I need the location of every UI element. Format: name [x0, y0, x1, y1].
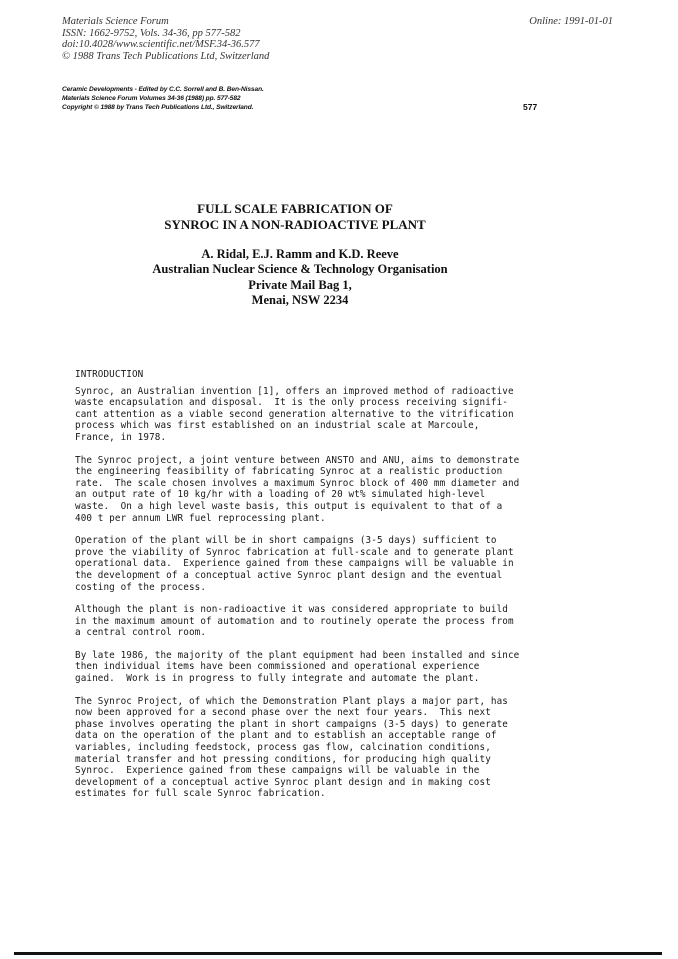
journal-header — [62, 16, 269, 62]
paragraph-line: gained. Work is in progress to fully integrate and automate the plant. — [75, 673, 480, 685]
paragraph-line: The Synroc project, a joint venture between ANSTO and ANU, aims to demonstrate — [75, 454, 520, 466]
paragraph — [75, 604, 635, 639]
credit-line: Materials Science Forum Volumes 34-36 (1988) pp. 577-582 — [62, 95, 241, 102]
journal-name: Materials Science Forum — [62, 16, 169, 27]
journal-copyright: © 1988 Trans Tech Publications Ltd, Switzerland — [62, 50, 270, 62]
paragraph-line: Although the plant is non-radioactive it was considered appropriate to build — [75, 604, 508, 616]
author-affiliation: Australian Nuclear Science & Technology Organisation — [152, 262, 448, 277]
paragraph-line: process which was first established on an industrial scale at Marcoule, — [75, 420, 480, 432]
paragraph-line: waste encapsulation and disposal. It is the only process receiving signifi- — [75, 397, 508, 409]
author-block — [0, 247, 600, 308]
paragraph-line: variables, including feedstock, process gas flow, calcination conditions, — [75, 742, 491, 754]
paragraph-line: costing of the process. — [75, 581, 207, 593]
title-line: SYNROC IN A NON-RADIOACTIVE PLANT — [164, 216, 426, 232]
bottom-rule — [14, 952, 662, 955]
paragraph-line: operational data. Experience gained from these campaigns will be valuable in — [75, 558, 514, 570]
paragraph — [75, 455, 635, 525]
paragraph-line: By late 1986, the majority of the plant equipment had been installed and since — [75, 649, 520, 661]
paragraph-line: Operation of the plant will be in short campaigns (3-5 days) sufficient to — [75, 535, 497, 547]
paragraph-line: cant attention as a viable second generation alternative to the vitrification — [75, 408, 514, 420]
paragraph-line: then individual items have been commissioned and operational experience — [75, 661, 480, 673]
paragraph-line: the development of a conceptual active Synroc plant design and the eventual — [75, 569, 503, 581]
paragraph — [75, 535, 635, 593]
paragraph-line: material transfer and hot pressing conditions, for producing high quality — [75, 753, 491, 765]
page-number: 577 — [523, 102, 538, 112]
paragraph-line: Synroc. Experience gained from these campaigns will be valuable in the — [75, 765, 480, 777]
volume-credit — [62, 85, 264, 112]
section-heading: INTRODUCTION — [75, 369, 144, 380]
paragraph — [75, 386, 635, 444]
credit-line: Ceramic Developments - Edited by C.C. Sorrell and B. Ben-Nissan. — [62, 86, 264, 93]
paper-body — [75, 369, 635, 811]
paper-title — [0, 201, 590, 232]
paragraph — [75, 650, 635, 685]
paragraph-line: 400 t per annum LWR fuel reprocessing plant. — [75, 512, 326, 524]
paragraph-line: Synroc, an Australian invention [1], offers an improved method of radioactive — [75, 385, 514, 397]
credit-line: Copyright © 1988 by Trans Tech Publications Ltd., Switzerland. — [62, 104, 254, 111]
paragraph-line: data on the operation of the plant and to establish an acceptable range of — [75, 730, 497, 742]
paragraph-line: development of a conceptual active Synroc plant design and in making cost — [75, 776, 491, 788]
paragraph-line: the engineering feasibility of fabricating Synroc at a realistic production — [75, 466, 503, 478]
journal-doi: doi:10.4028/www.scientific.net/MSF.34-36.577 — [62, 39, 260, 51]
paragraph-line: a central control room. — [75, 627, 207, 639]
title-line: FULL SCALE FABRICATION OF — [197, 201, 393, 216]
paragraph-line: estimates for full scale Synroc fabrication. — [75, 788, 326, 800]
paragraph — [75, 696, 635, 800]
paragraph-line: in the maximum amount of automation and to routinely operate the process from — [75, 615, 514, 627]
paragraph-line: an output rate of 10 kg/hr with a loading of 20 wt% simulated high-level — [75, 489, 486, 501]
author-address: Menai, NSW 2234 — [251, 292, 349, 307]
author-names: A. Ridal, E.J. Ramm and K.D. Reeve — [201, 247, 399, 261]
paragraphs — [75, 386, 635, 800]
journal-issn: ISSN: 1662-9752, Vols. 34-36, pp 577-582 — [62, 27, 241, 39]
paragraph-line: France, in 1978. — [75, 431, 167, 443]
paragraph-line: waste. On a high level waste basis, this output is equivalent to that of a — [75, 500, 503, 512]
paragraph-line: now been approved for a second phase over the next four years. This next — [75, 707, 491, 719]
author-address: Private Mail Bag 1, — [248, 277, 352, 292]
paragraph-line: rate. The scale chosen involves a maximum Synroc block of 400 mm diameter and — [75, 477, 520, 489]
paragraph-line: phase involves operating the plant in short campaigns (3-5 days) to generate — [75, 718, 508, 730]
paragraph-line: The Synroc Project, of which the Demonstration Plant plays a major part, has — [75, 695, 508, 707]
paragraph-line: prove the viability of Synroc fabrication at full-scale and to generate plant — [75, 546, 514, 558]
online-date: Online: 1991-01-01 — [529, 16, 613, 27]
